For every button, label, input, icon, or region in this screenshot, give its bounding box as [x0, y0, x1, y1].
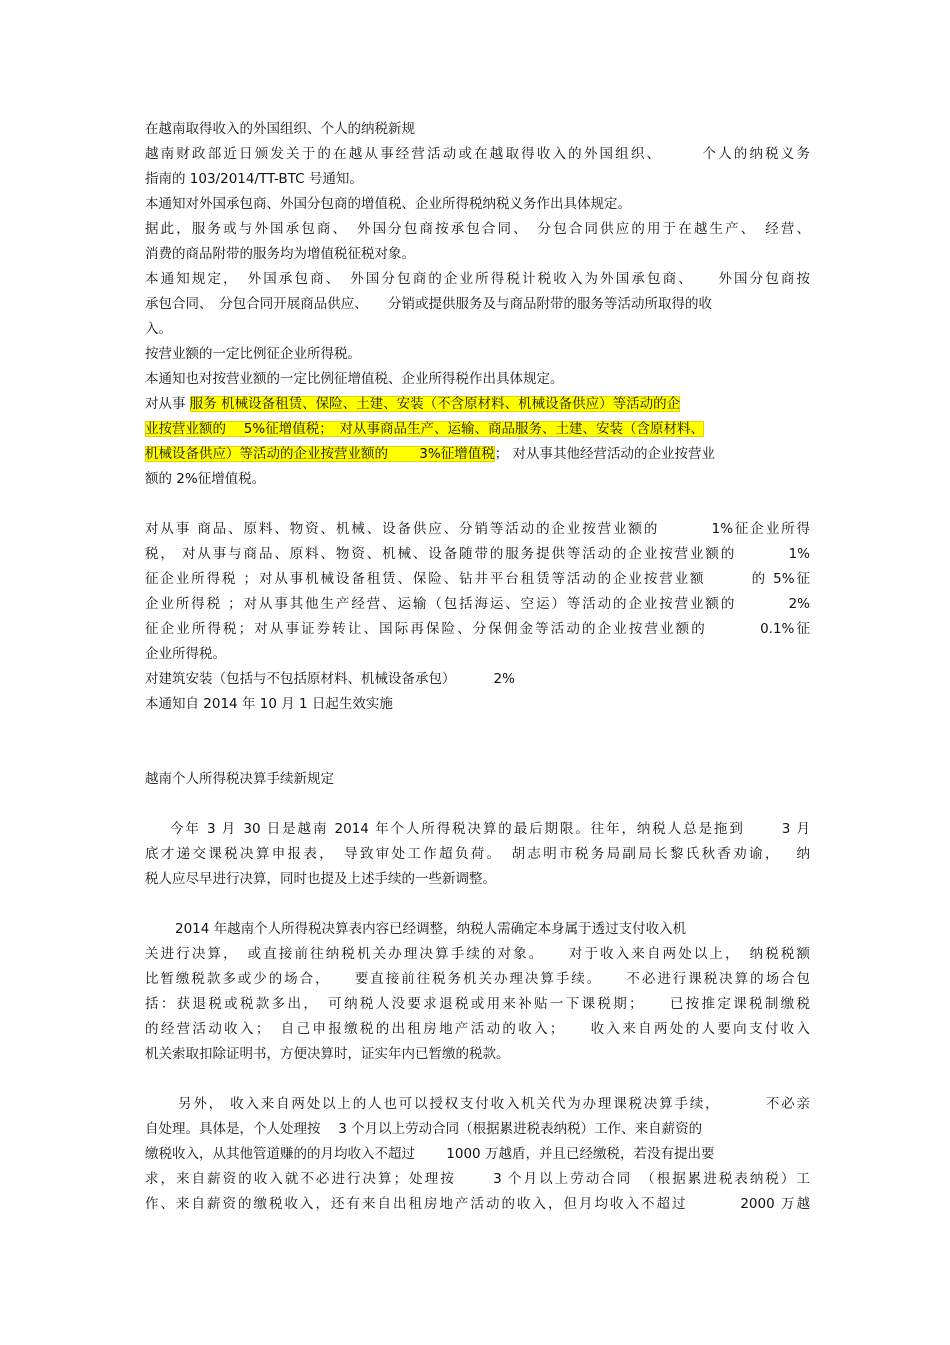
cit-line5: 征企业所得税；对从事证券转让、国际再保险、分保佣金等活动的企业按营业额的 0.1%征 [145, 621, 810, 637]
article2-p2-line2: 关进行决算， 或直接前往纳税机关办理决算手续的对象。 对于收入来自两处以上， 纳税税额 [145, 946, 810, 962]
article1-p2: 本通知对外国承包商、外国分包商的增值税、企业所得税纳税义务作出具体规定。 [145, 196, 631, 212]
article2-p3-line2: 自处理。具体是，个人处理按 3 个月以上劳动合同（根据累进税表纳税）工作、来自薪资的 [145, 1121, 703, 1137]
article2-p1-line2: 底才递交课税决算申报表， 导致审处工作超负荷。 胡志明市税务局副局长黎氏秋香劝谕， 纳 [145, 846, 810, 862]
article2-p3-line5: 作、来自薪资的缴税收入，还有来自出租房地产活动的收入，但月均收入不超过 2000 万越 [145, 1196, 810, 1212]
article2-p3-line4: 求，来自薪资的收入就不必进行决算；处理按 3 个月以上劳动合同 （根据累进税表纳税）工 [145, 1171, 810, 1187]
cit-line1: 对从事 商品、原料、物资、机械、设备供应、分销等活动的企业按营业额的 1%征企业所得 [145, 521, 810, 537]
vat-line2 [145, 418, 810, 440]
construction-line: 对建筑安装（包括与不包括原材料、机械设备承包） 2% [145, 671, 515, 687]
cit-line4: 企业所得税 ；对从事其他生产经营、运输（包括海运、空运）等活动的企业按营业额的 2% [145, 596, 810, 612]
article1-p4-line2: 承包合同、 分包合同开展商品供应、 分销或提供服务及与商品附带的服务等活动所取得的收 [145, 296, 712, 312]
article2-title: 越南个人所得税决算手续新规定 [145, 771, 334, 787]
vat-line1-prefix: 对从事 [145, 396, 186, 412]
vat-line4: 额的 2%征增值税。 [145, 471, 266, 487]
article1-p5: 按营业额的一定比例征企业所得税。 [145, 346, 361, 362]
vat-line1-highlight: 服务 机械设备租赁、保险、土建、安装（不含原材料、机械设备供应）等活动的企 [189, 396, 681, 412]
article2-p2-line3: 比暂缴税款多或少的场合， 要直接前往税务机关办理决算手续。 不必进行课税决算的场合包 [145, 971, 810, 987]
article2-p2-line5: 的经营活动收入； 自己申报缴税的出租房地产活动的收入； 收入来自两处的人要向支付收入 [145, 1021, 810, 1037]
cit-line3: 征企业所得税 ；对从事机械设备租赁、保险、钻井平台租赁等活动的企业按营业额 的 5%征 [145, 571, 810, 587]
article1-title: 在越南取得收入的外国组织、个人的纳税新规 [145, 121, 415, 137]
article2-p1-line3: 税人应尽早进行决算，同时也提及上述手续的一些新调整。 [145, 871, 496, 887]
effective-date-line: 本通知自 2014 年 10 月 1 日起生效实施 [145, 696, 393, 712]
article2-p2-line6: 机关索取扣除证明书，方便决算时，证实年内已暂缴的税款。 [145, 1046, 510, 1062]
article2-p3-line3: 缴税收入，从其他管道赚的的月均收入不超过 1000 万越盾，并且已经缴税，若没有提出要 [145, 1146, 715, 1162]
article1-p4-line3: 入。 [145, 321, 172, 337]
article1-p6: 本通知也对按营业额的一定比例征增值税、企业所得税作出具体规定。 [145, 371, 564, 387]
article2-p3-line1: 另外， 收入来自两处以上的人也可以授权支付收入机关代为办理课税决算手续， 不必亲 [178, 1096, 810, 1112]
vat-line3-highlight: 机械设备供应）等活动的企业按营业额的 3%征增值税 [145, 446, 495, 462]
vat-line2-highlight: 业按营业额的 5%征增值税； 对从事商品生产、运输、商品服务、土建、安装（含原材料、 [145, 421, 704, 437]
article1-p3-line1: 据此，服务或与外国承包商、 外国分包商按承包合同、 分包合同供应的用于在越生产、 经营、 [145, 221, 810, 237]
vat-line3-suffix: ； 对从事其他经营活动的企业按营业 [494, 446, 716, 462]
vat-line3 [145, 443, 810, 465]
article1-p4-line1: 本通知规定， 外国承包商、 外国分包商的企业所得税计税收入为外国承包商、 外国分包商按 [145, 271, 810, 287]
article2-p1-line1: 今年 3 月 30 日是越南 2014 年个人所得税决算的最后期限。往年，纳税人总是拖到 3 月 [170, 821, 810, 837]
article1-p1-line2: 指南的 103/2014/TT-BTC 号通知。 [145, 171, 363, 187]
article2-p2-line1: 2014 年越南个人所得税决算表内容已经调整，纳税人需确定本身属于透过支付收入机 [175, 921, 687, 937]
article1-p3-line2: 消费的商品附带的服务均为增值税征税对象。 [145, 246, 415, 262]
cit-line2: 税， 对从事与商品、原料、物资、机械、设备随带的服务提供等活动的企业按营业额的 1% [145, 546, 810, 562]
vat-line1 [145, 393, 810, 415]
article1-p1-line1: 越南财政部近日颁发关于的在越从事经营活动或在越取得收入的外国组织、 个人的纳税义务 [145, 146, 810, 162]
cit-line6: 企业所得税。 [145, 646, 226, 662]
article2-p2-line4: 括：获退税或税款多出， 可纳税人没要求退税或用来补贴一下课税期； 已按推定课税制缴税 [145, 996, 810, 1012]
